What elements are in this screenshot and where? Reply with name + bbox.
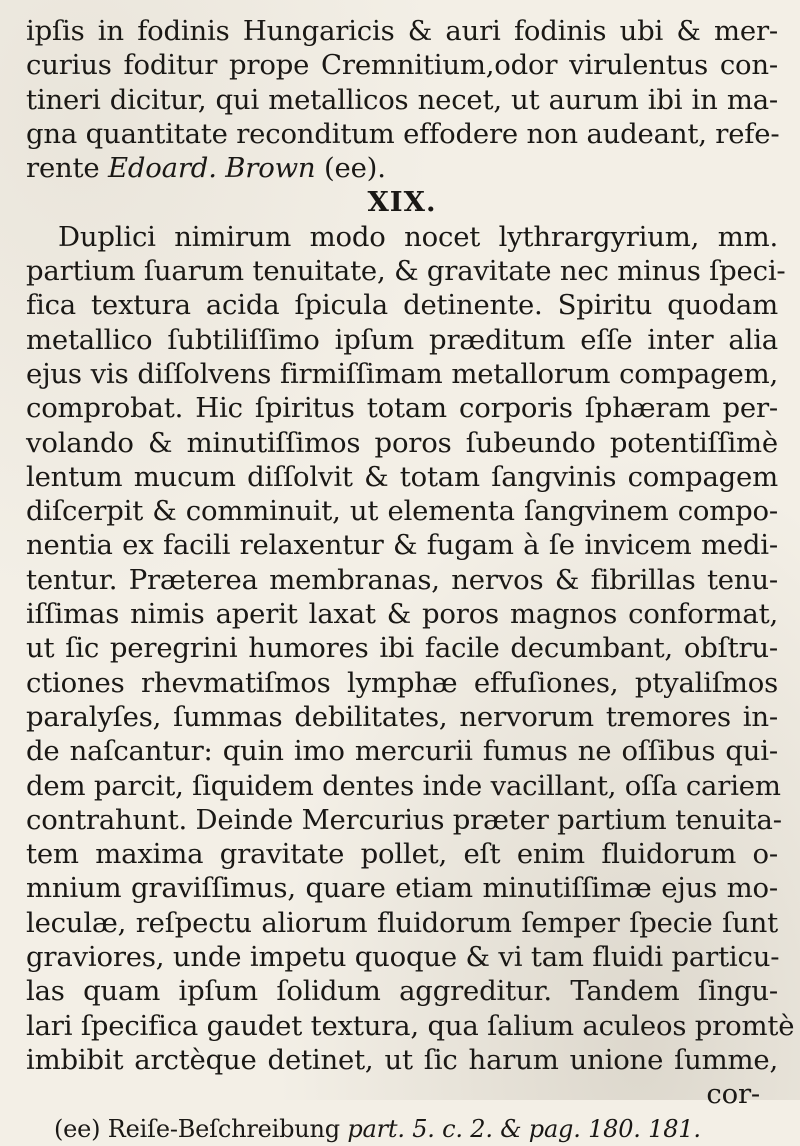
text-line: ipſis in fodinis Hungaricis & auri fodinis ubi & mer-	[26, 15, 778, 47]
footnote-mark: (ee)	[54, 1114, 101, 1143]
footnote-mark: (ee).	[324, 152, 386, 185]
text-line: ut ſic peregrini humores ibi facile decumbant, obſtru-	[26, 632, 778, 665]
text-line: ctiones rhevmatiſmos lymphæ effuſiones, ptyaliſmos	[26, 666, 778, 699]
section-number: XIX.	[367, 186, 437, 219]
text-line: dem parcit, ſiquidem dentes inde vacillant, oſſa cariem	[26, 769, 781, 802]
text-line: fica textura acida ſpicula detinente. Spiritu quodam	[26, 289, 778, 322]
paragraph-first-line: Duplici nimirum modo nocet lythrargyrium, mm.	[58, 220, 778, 253]
text-line: las quam ipſum ſolidum aggreditur. Tandem ſingu-	[26, 975, 778, 1008]
text-line: lari ſpecifica gaudet textura, qua ſalium aculeos promtè	[26, 1009, 795, 1042]
text-line: leculæ, reſpectu aliorum fluidorum ſemper ſpecie ſunt	[26, 906, 778, 939]
catchword: cor-	[706, 1078, 760, 1111]
text-fragment: rente	[26, 152, 100, 185]
text-block	[26, 14, 795, 1146]
text-line: contrahunt. Deinde Mercurius præter partium tenuita-	[26, 803, 782, 836]
footnote-reference: part. 5. c. 2. & pag. 180. 181.	[347, 1114, 701, 1143]
text-line: metallico ſubtiliſſimo ipſum præditum eſſe inter alia	[26, 323, 778, 356]
text-line: comprobat. Hic ſpiritus totam corporis ſphæram per-	[26, 392, 778, 425]
text-line: tentur. Præterea membranas, nervos & fibrillas tenu-	[26, 563, 778, 596]
footnote	[26, 1112, 778, 1146]
text-line: paralyſes, ſummas debilitates, nervorum tremores in-	[26, 700, 778, 733]
text-line: lentum mucum diſſolvit & totam ſangvinis compagem	[26, 460, 778, 493]
text-line: tineri dicitur, qui metallicos necet, ut aurum ibi in ma-	[26, 83, 778, 116]
text-line: mnium graviſſimus, quare etiam minutiſſimæ ejus mo-	[26, 872, 778, 905]
text-line: nentia ex facili relaxentur & fugam à ſe invicem medi-	[26, 529, 778, 562]
text-line: graviores, unde impetu quoque & vi tam fluidi particu-	[26, 941, 780, 974]
text-line: gna quantitate reconditum effodere non audeant, refe-	[26, 117, 780, 150]
text-line: diſcerpit & comminuit, ut elementa ſangvinem compo-	[26, 495, 778, 528]
text-line: tem maxima gravitate pollet, eſt enim fluidorum o-	[26, 838, 778, 871]
text-line: partium ſuarum tenuitate, & gravitate nec minus ſpeci-	[26, 255, 786, 288]
text-line: imbibit arctèque detinet, ut ſic harum unione ſumme,	[26, 1043, 778, 1076]
text-line: iſſimas nimis aperit laxat & poros magnos conformat,	[26, 598, 778, 631]
text-line: volando & minutiſſimos poros ſubeundo potentiſſimè	[26, 426, 778, 459]
text-line: ejus vis diſſolvens firmiſſimam metallorum compagem,	[26, 357, 778, 390]
text-line-reference	[26, 151, 778, 185]
text-line: de naſcantur: quin imo mercurii fumus ne oſſibus qui-	[26, 735, 778, 768]
author-reference: Edoard. Brown	[108, 152, 316, 185]
text-line: curius foditur prope Cremnitium,odor virulentus con-	[26, 49, 778, 82]
footnote-author: Reiſe-Beſchreibung	[107, 1114, 340, 1143]
